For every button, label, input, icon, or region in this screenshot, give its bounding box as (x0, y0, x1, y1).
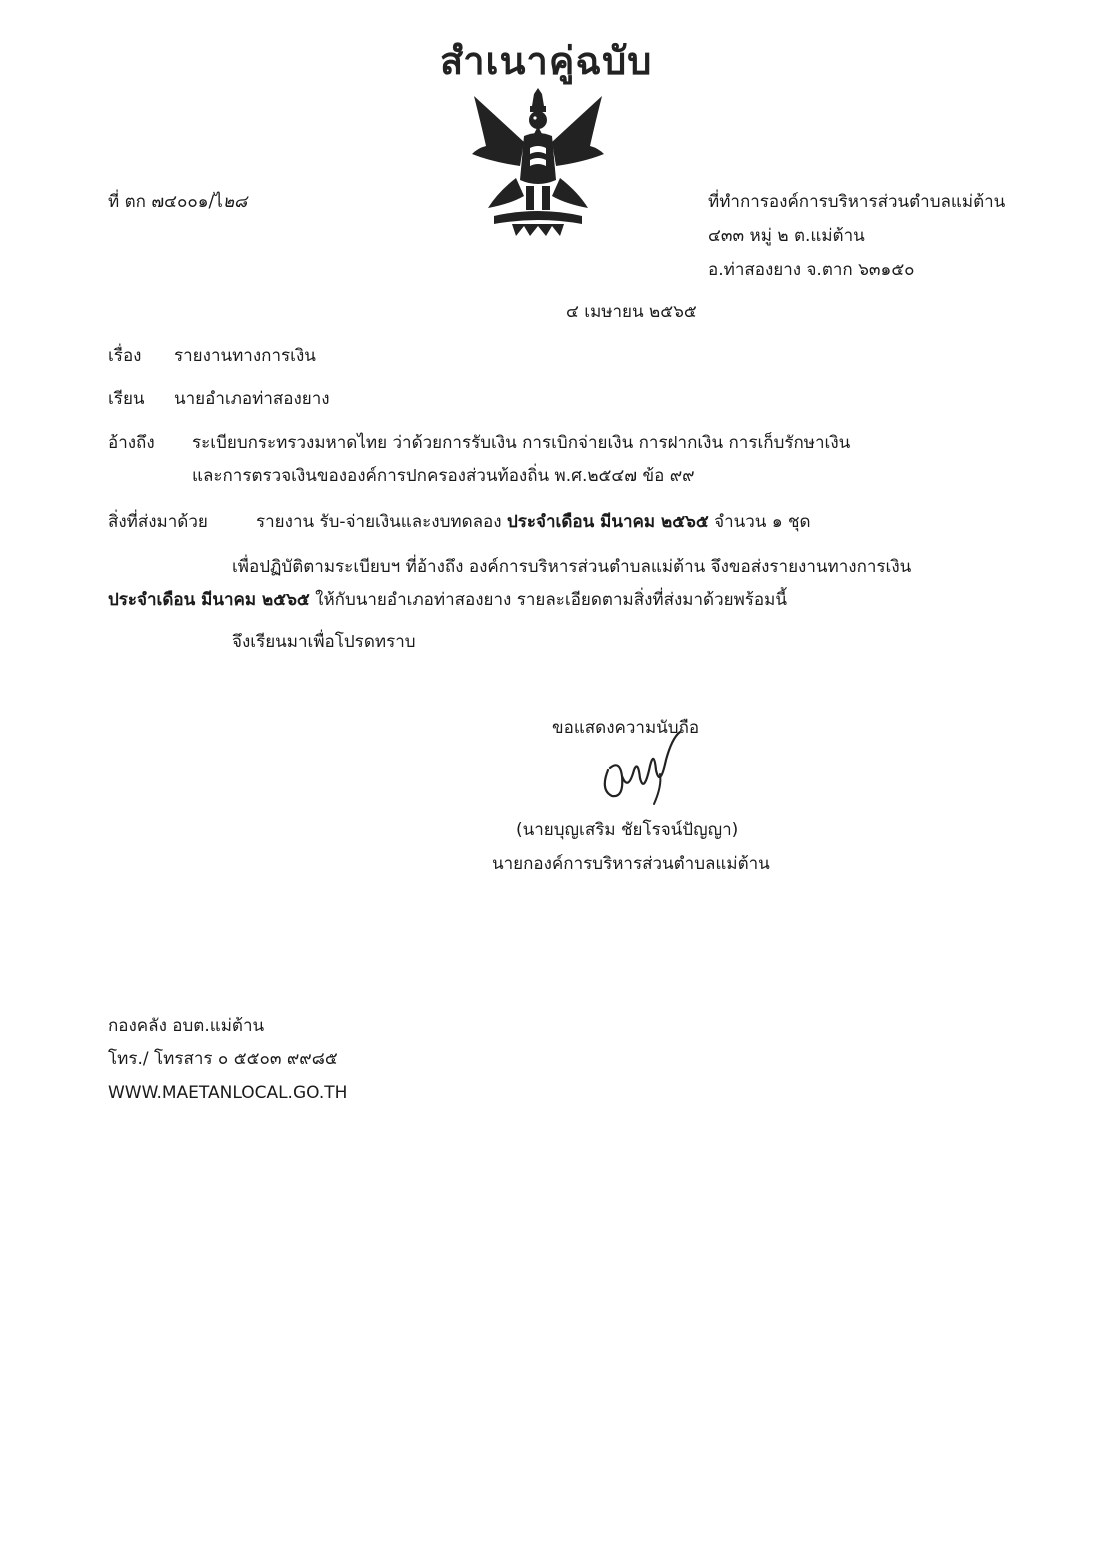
footer-website: WWW.MAETANLOCAL.GO.TH (108, 1083, 348, 1103)
reference-line-2: และการตรวจเงินขององค์การปกครองส่วนท้องถิ่น พ.ศ.๒๕๔๗ ข้อ ๙๙ (192, 466, 695, 486)
handwritten-signature (590, 730, 700, 810)
office-address-line-3: อ.ท่าสองยาง จ.ตาก ๖๓๑๕๐ (708, 260, 915, 280)
closing-regards: ขอแสดงความนับถือ (552, 718, 700, 738)
document-number-handwritten: ๒๘ (222, 192, 248, 212)
garuda-emblem-icon (468, 88, 608, 238)
body-paragraph-2: จึงเรียนมาเพื่อโปรดทราบ (232, 632, 416, 652)
reference-label: อ้างถึง (108, 433, 155, 453)
recipient-value: นายอำเภอท่าสองยาง (174, 389, 330, 409)
enclosure-period: ประจำเดือน มีนาคม ๒๕๖๕ (506, 512, 709, 532)
document-date: ๔ เมษายน ๒๕๖๕ (566, 302, 697, 322)
body-period: ประจำเดือน มีนาคม ๒๕๖๕ (108, 590, 310, 610)
footer-phone: โทร./ โทรสาร ๐ ๕๕๐๓ ๙๙๘๕ (108, 1049, 338, 1069)
subject-label: เรื่อง (108, 346, 142, 366)
body-paragraph-1-line-2 (108, 588, 787, 612)
document-number (108, 190, 247, 214)
enclosure-value (256, 510, 811, 534)
document-number-prefix: ที่ ตก ๗๔๐๐๑/ไ (108, 192, 223, 212)
office-address-line-1: ที่ทำการองค์การบริหารส่วนตำบลแม่ต้าน (708, 192, 1006, 212)
signer-title: นายกองค์การบริหารส่วนตำบลแม่ต้าน (492, 854, 770, 874)
footer-department: กองคลัง อบต.แม่ต้าน (108, 1016, 265, 1036)
enclosure-label: สิ่งที่ส่งมาด้วย (108, 512, 208, 532)
reference-line-1: ระเบียบกระทรวงมหาดไทย ว่าด้วยการรับเงิน การเบิกจ่ายเงิน การฝากเงิน การเก็บรักษาเงิน (192, 433, 851, 453)
subject-value: รายงานทางการเงิน (174, 346, 316, 366)
body-paragraph-1-rest: ให้กับนายอำเภอท่าสองยาง รายละเอียดตามสิ่งที่ส่งมาด้วยพร้อมนี้ (315, 590, 787, 610)
body-paragraph-1-line-1: เพื่อปฏิบัติตามระเบียบฯ ที่อ้างถึง องค์การบริหารส่วนตำบลแม่ต้าน จึงขอส่งรายงานทางการเงิน (232, 557, 912, 577)
enclosure-quantity: จำนวน ๑ ชุด (714, 512, 811, 532)
enclosure-item: รายงาน รับ-จ่ายเงินและงบทดลอง (256, 512, 502, 532)
signer-name: (นายบุญเสริม ชัยโรจน์ปัญญา) (516, 820, 739, 840)
copy-stamp: สำเนาคู่ฉบับ (440, 39, 653, 83)
office-address-line-2: ๔๓๓ หมู่ ๒ ต.แม่ต้าน (708, 226, 865, 246)
recipient-label: เรียน (108, 389, 145, 409)
